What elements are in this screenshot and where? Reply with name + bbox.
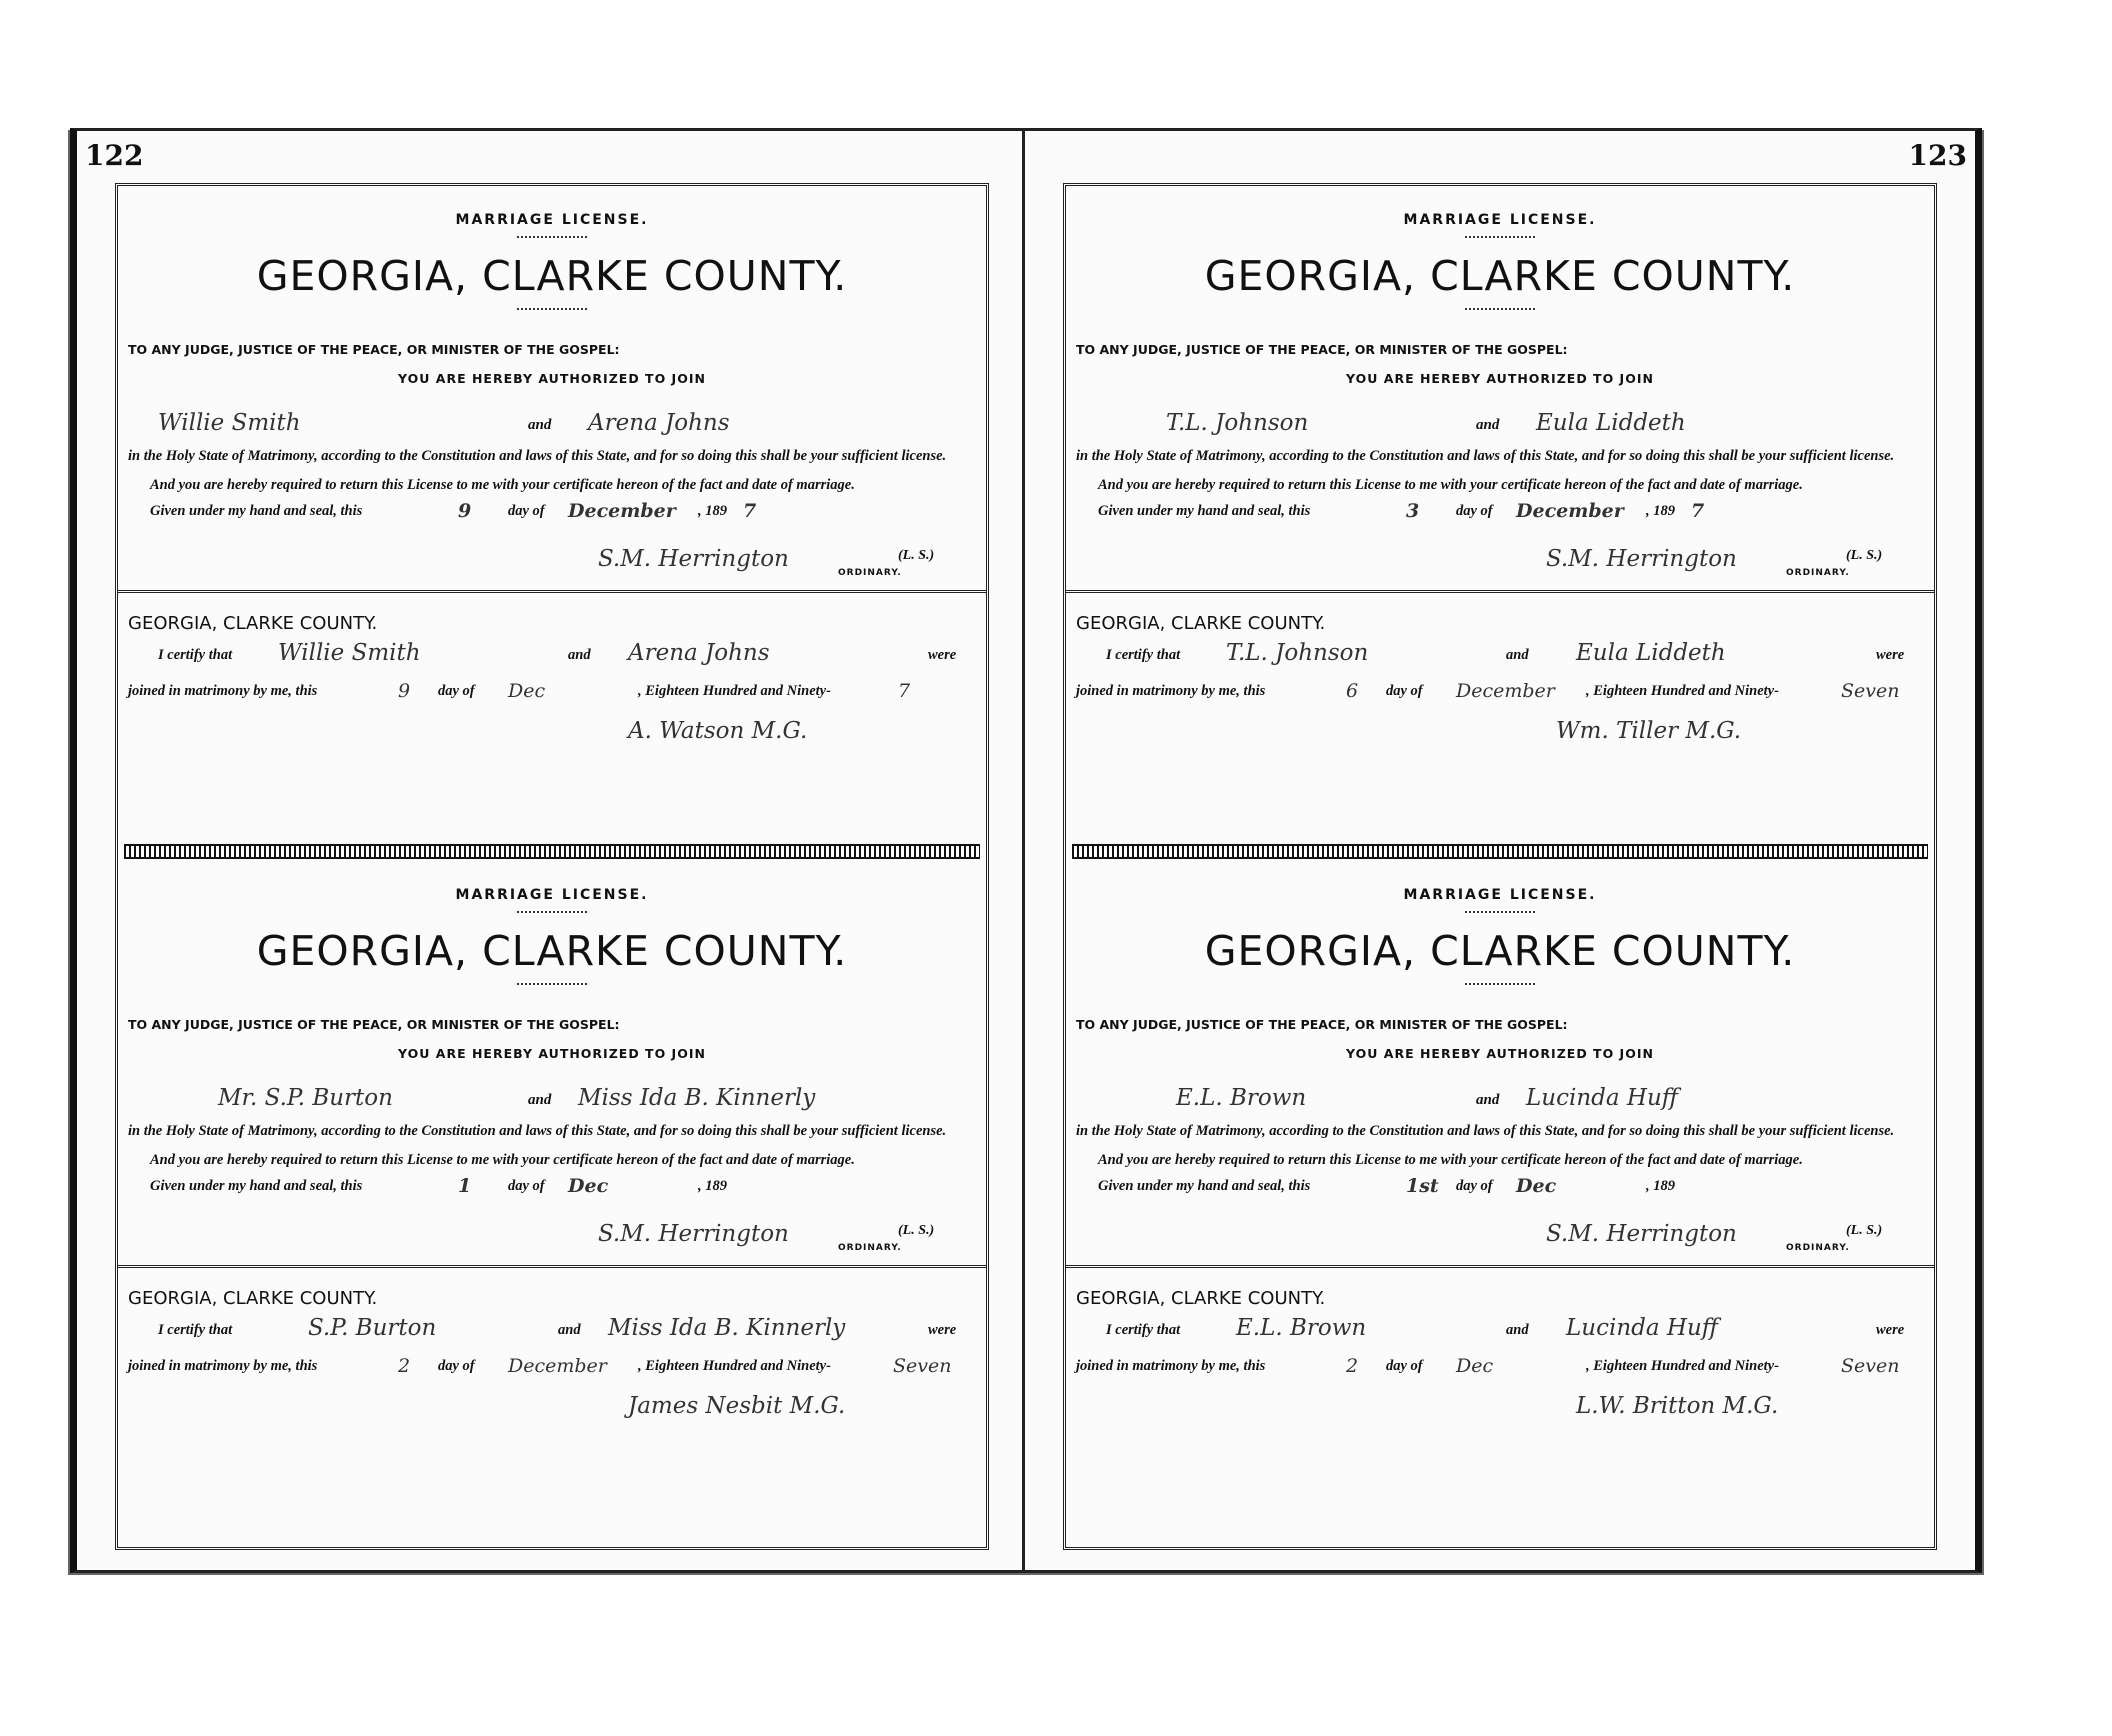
joined-label: joined in matrimony by me, this <box>128 683 318 699</box>
names-row <box>1076 400 1924 440</box>
given-day: 1 <box>458 1175 472 1197</box>
ornament-dash <box>517 308 587 312</box>
address-line: TO ANY JUDGE, JUSTICE OF THE PEACE, OR MINISTER OF THE GOSPEL: <box>1076 1017 1568 1032</box>
joined-row <box>128 670 976 706</box>
certificate-title: GEORGIA, CLARKE COUNTY. <box>128 613 378 634</box>
license-para-2: And you are hereby required to return this License to me with your certificate hereon of the fact and date of marriage. <box>150 1152 855 1168</box>
day-of-label: day of <box>438 1358 475 1374</box>
ordinary-signature: S.M. Herrington <box>598 546 789 572</box>
license-para-1: in the Holy State of Matrimony, according to the Constitution and laws of this State, and for so doing this shall be your sufficient license. <box>1076 1123 1895 1139</box>
minister-signature: Wm. Tiller M.G. <box>1556 718 1742 744</box>
section-rule <box>118 590 986 593</box>
and-label: and <box>1506 1322 1529 1338</box>
certify-label: I certify that <box>158 647 233 663</box>
day-of-label: day of <box>1386 1358 1423 1374</box>
names-row <box>128 400 976 440</box>
given-month: December <box>568 500 676 522</box>
certify-row <box>128 634 976 670</box>
bride-name: Eula Liddeth <box>1536 410 1686 436</box>
given-row <box>1076 500 1924 530</box>
license-para-2: And you are hereby required to return this License to me with your certificate hereon of the fact and date of marriage. <box>1098 1152 1803 1168</box>
year-label: , 189 <box>698 503 727 519</box>
and-label: and <box>1476 1092 1500 1108</box>
license-title: GEORGIA, CLARKE COUNTY. <box>256 927 848 975</box>
joined-row <box>1076 670 1924 706</box>
ordinary-label: ORDINARY. <box>838 1243 902 1253</box>
ordinary-label: ORDINARY. <box>838 568 902 578</box>
ornament-dash <box>1465 236 1535 240</box>
license-header: MARRIAGE LICENSE. <box>1403 212 1597 228</box>
ordinary-label: ORDINARY. <box>1786 1243 1850 1253</box>
certificate-month: Dec <box>508 680 546 702</box>
given-day: 1st <box>1406 1175 1439 1197</box>
ordinary-signature-row <box>1076 1205 1924 1253</box>
and-label: and <box>1506 647 1529 663</box>
section-rule <box>1066 1265 1934 1268</box>
groom-name: T.L. Johnson <box>1166 410 1309 436</box>
certificate-title: GEORGIA, CLARKE COUNTY. <box>1076 1288 1326 1309</box>
day-of-label: day of <box>1456 503 1493 519</box>
ordinary-signature-row <box>128 1205 976 1253</box>
license-para-1: in the Holy State of Matrimony, according to the Constitution and laws of this State, and for so doing this shall be your sufficient license. <box>1076 448 1895 464</box>
license-title: GEORGIA, CLARKE COUNTY. <box>1204 927 1796 975</box>
eighteen-label: , Eighteen Hundred and Ninety- <box>638 683 831 699</box>
section-rule <box>1066 590 1934 593</box>
given-label: Given under my hand and seal, this <box>150 503 363 519</box>
marriage-license <box>118 186 986 836</box>
names-row <box>1076 1075 1924 1115</box>
minister-signature-row <box>1076 1381 1924 1423</box>
eighteen-label: , Eighteen Hundred and Ninety- <box>1586 683 1779 699</box>
ordinary-signature: S.M. Herrington <box>598 1221 789 1247</box>
and-label: and <box>528 417 552 433</box>
certify-label: I certify that <box>1106 1322 1181 1338</box>
seal-label: (L. S.) <box>898 1223 935 1238</box>
certificate-groom: E.L. Brown <box>1236 1315 1367 1341</box>
joined-label: joined in matrimony by me, this <box>1076 1358 1266 1374</box>
authorized-line: YOU ARE HEREBY AUTHORIZED TO JOIN <box>1346 1046 1654 1061</box>
given-label: Given under my hand and seal, this <box>150 1178 363 1194</box>
address-line: TO ANY JUDGE, JUSTICE OF THE PEACE, OR MINISTER OF THE GOSPEL: <box>128 342 620 357</box>
day-of-label: day of <box>508 503 545 519</box>
given-row <box>128 500 976 530</box>
joined-label: joined in matrimony by me, this <box>128 1358 318 1374</box>
minister-signature: James Nesbit M.G. <box>628 1393 846 1419</box>
and-label: and <box>528 1092 552 1108</box>
seal-label: (L. S.) <box>898 548 935 563</box>
given-label: Given under my hand and seal, this <box>1098 1178 1311 1194</box>
certificate-day: 2 <box>1346 1355 1359 1377</box>
license-para-2: And you are hereby required to return this License to me with your certificate hereon of the fact and date of marriage. <box>150 477 855 493</box>
ordinary-label: ORDINARY. <box>1786 568 1850 578</box>
certificate-title: GEORGIA, CLARKE COUNTY. <box>128 1288 378 1309</box>
names-row <box>128 1075 976 1115</box>
ornament-dash <box>517 983 587 987</box>
day-of-label: day of <box>508 1178 545 1194</box>
year-label: , 189 <box>1646 1178 1675 1194</box>
certify-row <box>1076 634 1924 670</box>
certificate-bride: Lucinda Huff <box>1566 1315 1719 1341</box>
license-header: MARRIAGE LICENSE. <box>455 887 649 903</box>
ornament-dash <box>1465 983 1535 987</box>
license-divider <box>1072 844 1928 859</box>
marriage-license <box>118 861 986 1511</box>
and-label: and <box>568 647 591 663</box>
seal-label: (L. S.) <box>1846 1223 1883 1238</box>
certificate-year: Seven <box>1841 680 1900 702</box>
certificate-day: 9 <box>398 680 411 702</box>
certificate-groom: Willie Smith <box>278 640 421 666</box>
day-of-label: day of <box>438 683 475 699</box>
ordinary-signature: S.M. Herrington <box>1546 546 1737 572</box>
ornament-dash <box>1465 308 1535 312</box>
certificate-year: Seven <box>1841 1355 1900 1377</box>
and-label: and <box>1476 417 1500 433</box>
certificate-month: December <box>1456 680 1555 702</box>
authorized-line: YOU ARE HEREBY AUTHORIZED TO JOIN <box>398 1046 706 1061</box>
day-of-label: day of <box>1386 683 1423 699</box>
certificate-groom: S.P. Burton <box>308 1315 437 1341</box>
license-divider <box>124 844 980 859</box>
license-body <box>128 1117 976 1205</box>
ledger-page-left <box>70 128 1030 1573</box>
were-label: were <box>928 647 957 663</box>
ornament-dash <box>517 911 587 915</box>
given-row <box>128 1175 976 1205</box>
license-body <box>1076 442 1924 530</box>
given-day: 3 <box>1406 500 1420 522</box>
certificate-year: 7 <box>898 680 911 702</box>
authorized-line: YOU ARE HEREBY AUTHORIZED TO JOIN <box>398 371 706 386</box>
license-title: GEORGIA, CLARKE COUNTY. <box>1204 252 1796 300</box>
minister-signature-row <box>128 706 976 748</box>
eighteen-label: , Eighteen Hundred and Ninety- <box>638 1358 831 1374</box>
minister-signature-row <box>1076 706 1924 748</box>
marriage-license <box>1066 186 1934 836</box>
groom-name: Willie Smith <box>158 410 301 436</box>
groom-name: E.L. Brown <box>1176 1085 1307 1111</box>
given-day: 9 <box>458 500 472 522</box>
license-body <box>128 442 976 530</box>
year-label: , 189 <box>698 1178 727 1194</box>
bride-name: Lucinda Huff <box>1526 1085 1679 1111</box>
certificate-bride: Miss Ida B. Kinnerly <box>608 1315 846 1341</box>
bride-name: Miss Ida B. Kinnerly <box>578 1085 816 1111</box>
page-frame <box>115 183 989 1550</box>
ordinary-signature: S.M. Herrington <box>1546 1221 1737 1247</box>
year-suffix: 7 <box>743 500 757 522</box>
certificate-groom: T.L. Johnson <box>1226 640 1369 666</box>
authorized-line: YOU ARE HEREBY AUTHORIZED TO JOIN <box>1346 371 1654 386</box>
joined-row <box>1076 1345 1924 1381</box>
certificate-bride: Arena Johns <box>628 640 770 666</box>
ledger-page-right <box>1022 128 1982 1573</box>
certify-label: I certify that <box>1106 647 1181 663</box>
certificate-title: GEORGIA, CLARKE COUNTY. <box>1076 613 1326 634</box>
license-title: GEORGIA, CLARKE COUNTY. <box>256 252 848 300</box>
given-month: December <box>1516 500 1624 522</box>
certificate-year: Seven <box>893 1355 952 1377</box>
minister-signature: A. Watson M.G. <box>628 718 808 744</box>
seal-label: (L. S.) <box>1846 548 1883 563</box>
license-para-1: in the Holy State of Matrimony, according to the Constitution and laws of this State, and for so doing this shall be your sufficient license. <box>128 448 947 464</box>
bride-name: Arena Johns <box>588 410 730 436</box>
license-para-2: And you are hereby required to return this License to me with your certificate hereon of the fact and date of marriage. <box>1098 477 1803 493</box>
certificate-bride: Eula Liddeth <box>1576 640 1726 666</box>
day-of-label: day of <box>1456 1178 1493 1194</box>
certify-label: I certify that <box>158 1322 233 1338</box>
year-suffix: 7 <box>1691 500 1705 522</box>
year-label: , 189 <box>1646 503 1675 519</box>
and-label: and <box>558 1322 581 1338</box>
joined-label: joined in matrimony by me, this <box>1076 683 1266 699</box>
were-label: were <box>928 1322 957 1338</box>
page-number: 123 <box>1908 139 1967 172</box>
groom-name: Mr. S.P. Burton <box>218 1085 393 1111</box>
ornament-dash <box>1465 911 1535 915</box>
were-label: were <box>1876 647 1905 663</box>
section-rule <box>118 1265 986 1268</box>
certificate-month: Dec <box>1456 1355 1494 1377</box>
minister-signature: L.W. Britton M.G. <box>1576 1393 1779 1419</box>
ordinary-signature-row <box>1076 530 1924 578</box>
joined-row <box>128 1345 976 1381</box>
given-month: Dec <box>1516 1175 1557 1197</box>
certificate-day: 6 <box>1346 680 1359 702</box>
given-month: Dec <box>568 1175 609 1197</box>
marriage-license <box>1066 861 1934 1511</box>
certificate-day: 2 <box>398 1355 411 1377</box>
certificate-month: December <box>508 1355 607 1377</box>
page-number: 122 <box>85 139 144 172</box>
license-body <box>1076 1117 1924 1205</box>
address-line: TO ANY JUDGE, JUSTICE OF THE PEACE, OR MINISTER OF THE GOSPEL: <box>128 1017 620 1032</box>
eighteen-label: , Eighteen Hundred and Ninety- <box>1586 1358 1779 1374</box>
license-header: MARRIAGE LICENSE. <box>455 212 649 228</box>
address-line: TO ANY JUDGE, JUSTICE OF THE PEACE, OR MINISTER OF THE GOSPEL: <box>1076 342 1568 357</box>
ornament-dash <box>517 236 587 240</box>
given-label: Given under my hand and seal, this <box>1098 503 1311 519</box>
certify-row <box>128 1309 976 1345</box>
certify-row <box>1076 1309 1924 1345</box>
license-header: MARRIAGE LICENSE. <box>1403 887 1597 903</box>
license-para-1: in the Holy State of Matrimony, according to the Constitution and laws of this State, and for so doing this shall be your sufficient license. <box>128 1123 947 1139</box>
given-row <box>1076 1175 1924 1205</box>
ordinary-signature-row <box>128 530 976 578</box>
were-label: were <box>1876 1322 1905 1338</box>
minister-signature-row <box>128 1381 976 1423</box>
page-frame <box>1063 183 1937 1550</box>
